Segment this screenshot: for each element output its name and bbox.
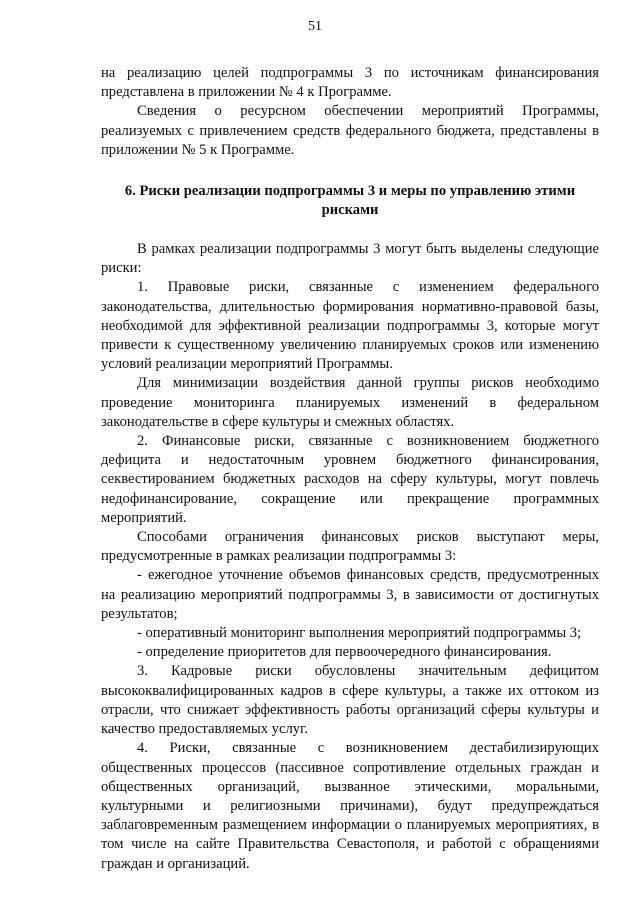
- list-item: - определение приоритетов для первоочередного финансирования.: [137, 644, 552, 661]
- paragraph: В рамках реализации подпрограммы 3 могут быть выделены следующие риски:: [101, 241, 599, 277]
- page-number: 51: [308, 19, 322, 34]
- paragraph: 3. Кадровые риски обусловлены значительным дефицитом высококвалифицированных кадров в сфере культуры, а также их оттоком из отрасли, что снижает эффективность работы организаций сферы культуры и качество предоставляемых услуг.: [101, 663, 599, 738]
- paragraph: Сведения о ресурсном обеспечении мероприятий Программы, реализуемых с привлечением средств федерального бюджета, представлены в приложении № 5 к Программе.: [101, 103, 599, 158]
- paragraph: на реализацию целей подпрограммы 3 по источникам финансирования представлена в приложении № 4 к Программе.: [101, 65, 599, 101]
- list-item: - оперативный мониторинг выполнения мероприятий подпрограммы 3;: [137, 625, 582, 642]
- paragraph: Для минимизации воздействия данной группы рисков необходимо проведение мониторинга планируемых изменений в федеральном законодательстве в сфере культуры и смежных областях.: [101, 375, 599, 430]
- document-body: [101, 64, 599, 874]
- list-item: - ежегодное уточнение объемов финансовых средств, предусмотренных на реализацию мероприятий подпрограммы 3, в зависимости от достигнутых результатов;: [101, 567, 599, 622]
- paragraph: Способами ограничения финансовых рисков выступают меры, предусмотренные в рамках реализации подпрограммы 3:: [101, 529, 599, 565]
- paragraph: 1. Правовые риски, связанные с изменением федерального законодательства, длительностью формирования нормативно-правовой базы, необходимой для эффективной реализации подпрограммы 3, которые могут привести к существенному увеличению планируемых сроков или изменению условий реализации мероприятий Программы.: [101, 279, 599, 373]
- section-heading: 6. Риски реализации подпрограммы 3 и меры по управлению этими рисками: [124, 183, 576, 219]
- paragraph: 2. Финансовые риски, связанные с возникновением бюджетного дефицита и недостаточным уровнем бюджетного финансирования, секвестированием бюджетных расходов на сферу культуры, могут повлечь недофинансирование, сокращение или прекращение программных мероприятий.: [101, 433, 599, 526]
- paragraph: 4. Риски, связанные с возникновением дестабилизирующих общественных процессов (пассивное сопротивление отдельных граждан и общественных организаций, вызванное этическими, моральными, культурными и религиозными причинами), будут предупреждаться заблаговременным размещением информации о планируемых мероприятиях, в том числе на сайте Правительства Севастополя, и работой с обращениями граждан и организаций.: [101, 740, 599, 872]
